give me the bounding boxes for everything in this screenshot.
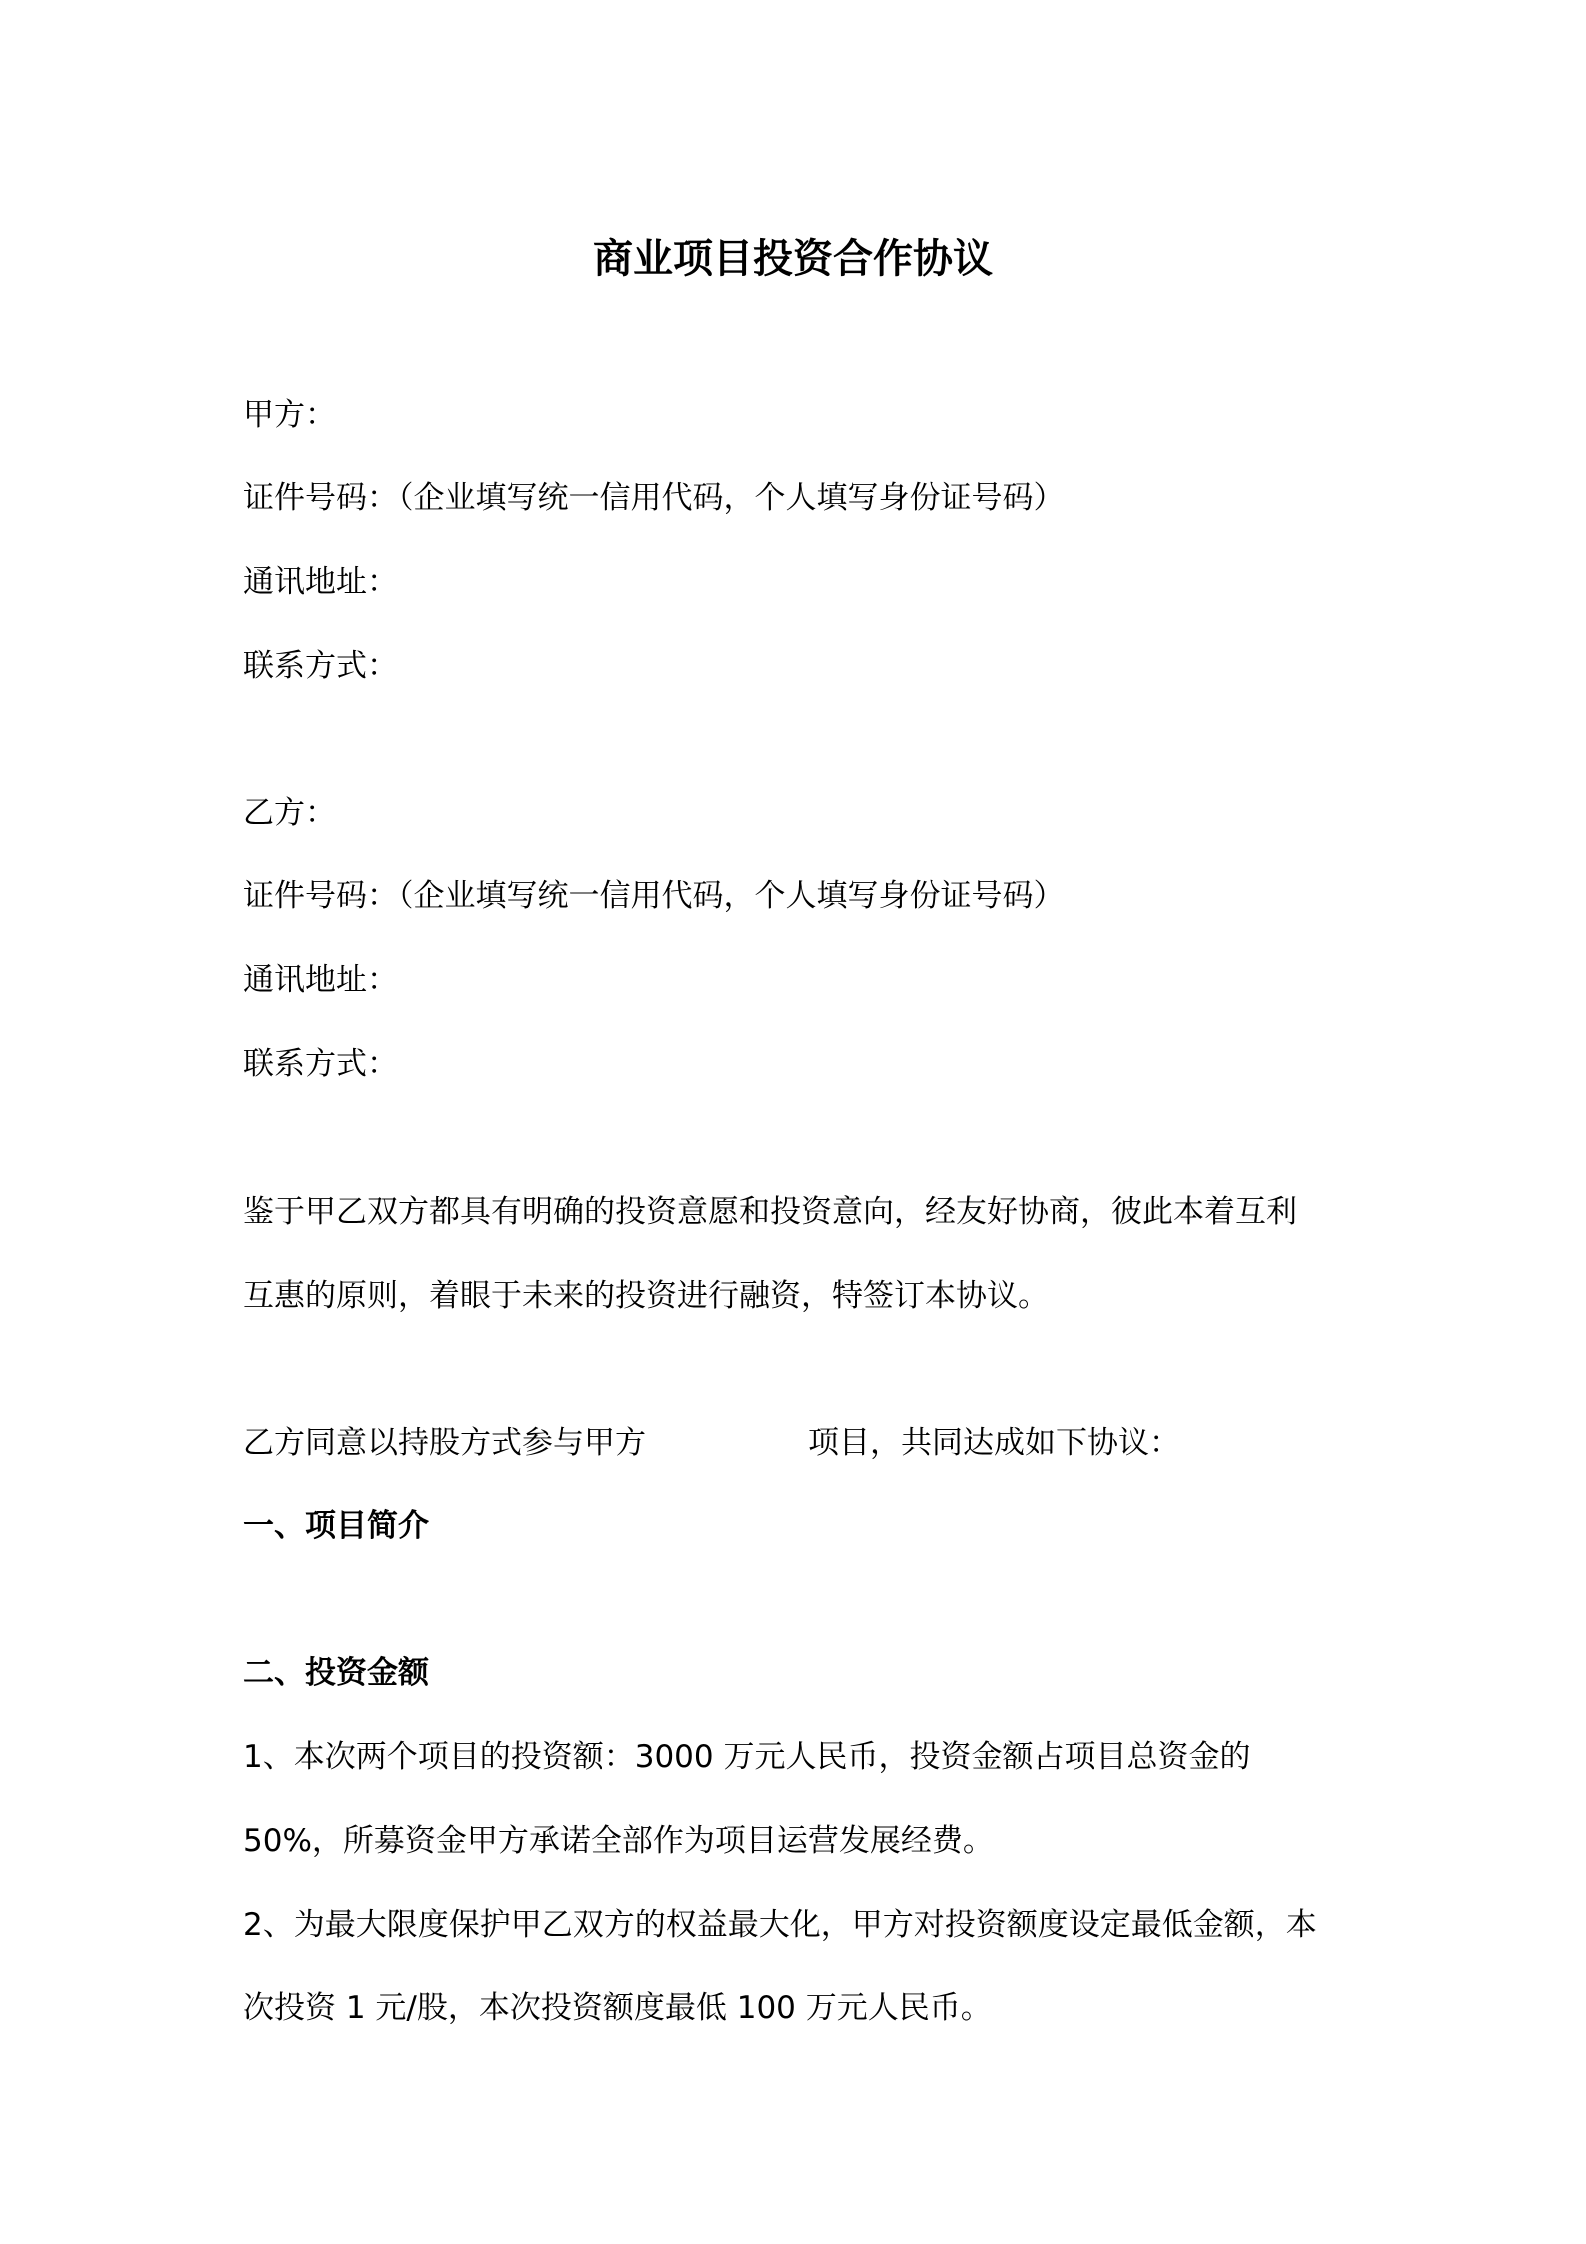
agreement-part-1: 乙方同意以持股方式参与甲方 (243, 1425, 646, 1461)
party-a-label: 甲方： (243, 397, 336, 433)
preamble-line-1: 鉴于甲乙双方都具有明确的投资意愿和投资意向，经友好协商，彼此本着互利 (243, 1194, 1297, 1230)
party-b-contact: 联系方式： (243, 1046, 398, 1082)
agreement-statement (243, 1423, 1180, 1463)
agreement-part-2: 项目，共同达成如下协议： (808, 1425, 1180, 1461)
party-a-contact: 联系方式： (243, 648, 398, 684)
party-b-id-line: 证件号码：（企业填写统一信用代码，个人填写身份证号码） (243, 878, 1065, 914)
document-title: 商业项目投资合作协议 (593, 236, 993, 282)
section-2-item-2-line-2: 次投资 1 元/股，本次投资额度最低 100 万元人民币。 (243, 1990, 992, 2026)
party-a-address: 通讯地址： (243, 564, 398, 600)
section-1-heading: 一、项目简介 (243, 1508, 429, 1544)
section-2-heading: 二、投资金额 (243, 1655, 429, 1691)
preamble-line-2: 互惠的原则，着眼于未来的投资进行融资，特签订本协议。 (243, 1278, 1049, 1314)
section-2-item-2-line-1: 2、为最大限度保护甲乙双方的权益最大化，甲方对投资额度设定最低金额，本 (243, 1907, 1317, 1943)
party-b-label: 乙方： (243, 795, 336, 831)
party-a-id-line: 证件号码：（企业填写统一信用代码，个人填写身份证号码） (243, 480, 1065, 516)
party-b-address: 通讯地址： (243, 962, 398, 998)
section-2-item-1-line-1: 1、本次两个项目的投资额：3000 万元人民币，投资金额占项目总资金的 (243, 1739, 1251, 1775)
section-2-item-1-line-2: 50%，所募资金甲方承诺全部作为项目运营发展经费。 (243, 1823, 994, 1859)
